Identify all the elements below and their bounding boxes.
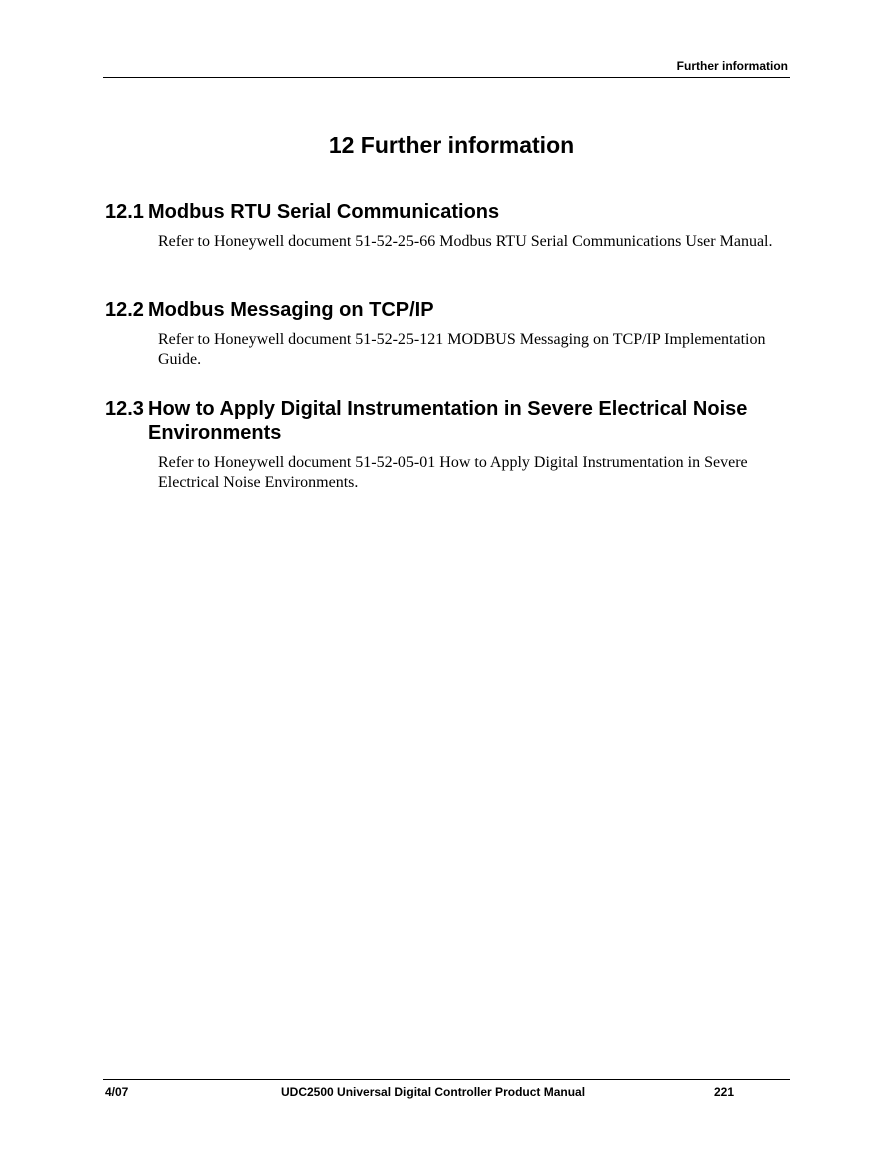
section-12-3 <box>105 397 795 493</box>
section-body: Refer to Honeywell document 51-52-25-121 MODBUS Messaging on TCP/IP Implementation Guide. <box>158 331 766 368</box>
footer-page-number: 221 <box>714 1085 735 1099</box>
running-header-title: Further information <box>676 59 788 73</box>
section-body: Refer to Honeywell document 51-52-05-01 How to Apply Digital Instrumentation in Severe Electrical Noise Environments. <box>158 454 748 491</box>
section-number: 12.3 <box>105 398 144 420</box>
section-title: How to Apply Digital Instrumentation in Severe Electrical Noise Environments <box>148 398 748 444</box>
section-title: Modbus RTU Serial Communications <box>148 201 500 223</box>
footer-date: 4/07 <box>105 1085 129 1099</box>
section-heading <box>105 200 795 224</box>
section-12-2 <box>105 298 795 370</box>
section-heading <box>105 298 795 322</box>
section-title: Modbus Messaging on TCP/IP <box>148 299 434 321</box>
section-body: Refer to Honeywell document 51-52-25-66 Modbus RTU Serial Communications User Manual. <box>158 233 773 250</box>
section-number: 12.1 <box>105 201 144 223</box>
chapter-title: 12 Further information <box>328 132 575 158</box>
section-12-1 <box>105 200 795 252</box>
running-footer <box>103 1079 790 1100</box>
running-header <box>103 57 790 78</box>
section-number: 12.2 <box>105 299 144 321</box>
footer-manual-title: UDC2500 Universal Digital Controller Product Manual <box>281 1085 586 1099</box>
section-heading <box>105 397 795 445</box>
